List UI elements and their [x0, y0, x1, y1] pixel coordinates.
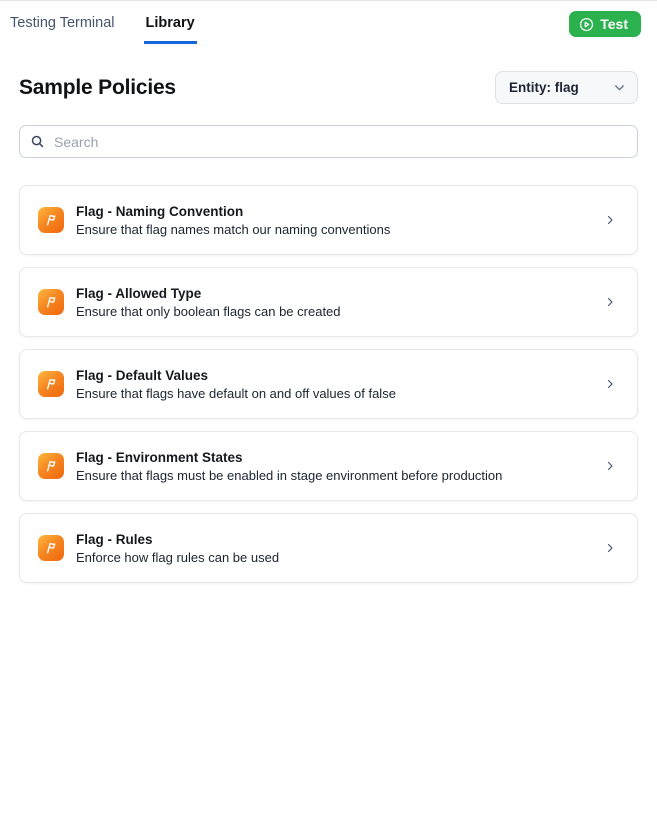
entity-filter-value: Entity: flag: [509, 80, 579, 95]
chevron-right-icon: [604, 539, 616, 557]
policy-title: Flag - Naming Convention: [76, 203, 244, 219]
entity-filter-dropdown[interactable]: [495, 71, 638, 104]
policy-list: [19, 185, 638, 583]
chevron-right-icon: [604, 211, 616, 229]
policy-description: Ensure that only boolean flags can be created: [76, 303, 341, 319]
policy-text: [76, 286, 341, 319]
test-button[interactable]: [569, 11, 641, 37]
flag-app-icon: [38, 535, 64, 561]
flag-app-icon: [38, 289, 64, 315]
search-box: [19, 125, 638, 158]
policy-description: Ensure that flags have default on and off values of false: [76, 385, 396, 401]
policy-title: Flag - Rules: [76, 531, 153, 547]
policy-card-allowed-type[interactable]: [19, 267, 638, 337]
chevron-down-icon: [613, 81, 626, 94]
search-input[interactable]: [54, 134, 627, 150]
main-content: [0, 71, 657, 583]
policy-title: Flag - Allowed Type: [76, 285, 202, 301]
tab-testing-terminal[interactable]: Testing Terminal: [10, 15, 115, 31]
chevron-right-icon: [604, 375, 616, 393]
flag-app-icon: [38, 207, 64, 233]
policy-description: Enforce how flag rules can be used: [76, 549, 280, 565]
policy-description: Ensure that flag names match our naming conventions: [76, 221, 391, 237]
policy-text: [76, 532, 279, 565]
chevron-right-icon: [604, 457, 616, 475]
policy-text: [76, 450, 502, 483]
chevron-right-icon: [604, 293, 616, 311]
policy-title: Flag - Environment States: [76, 449, 243, 465]
top-nav: [0, 1, 657, 46]
page-title: Sample Policies: [19, 75, 176, 99]
test-button-label: Test: [600, 16, 628, 32]
search-icon: [30, 134, 45, 149]
policy-title: Flag - Default Values: [76, 367, 209, 383]
policy-description: Ensure that flags must be enabled in stage environment before production: [76, 467, 503, 483]
play-circle-icon: [579, 17, 594, 32]
title-row: [19, 71, 638, 104]
flag-app-icon: [38, 371, 64, 397]
policy-card-environment-states[interactable]: [19, 431, 638, 501]
tab-library[interactable]: Library: [144, 1, 197, 44]
policy-card-naming-convention[interactable]: [19, 185, 638, 255]
policy-card-default-values[interactable]: [19, 349, 638, 419]
policy-text: [76, 204, 390, 237]
tab-bar: [8, 1, 197, 44]
flag-app-icon: [38, 453, 64, 479]
policy-text: [76, 368, 396, 401]
policy-card-rules[interactable]: [19, 513, 638, 583]
